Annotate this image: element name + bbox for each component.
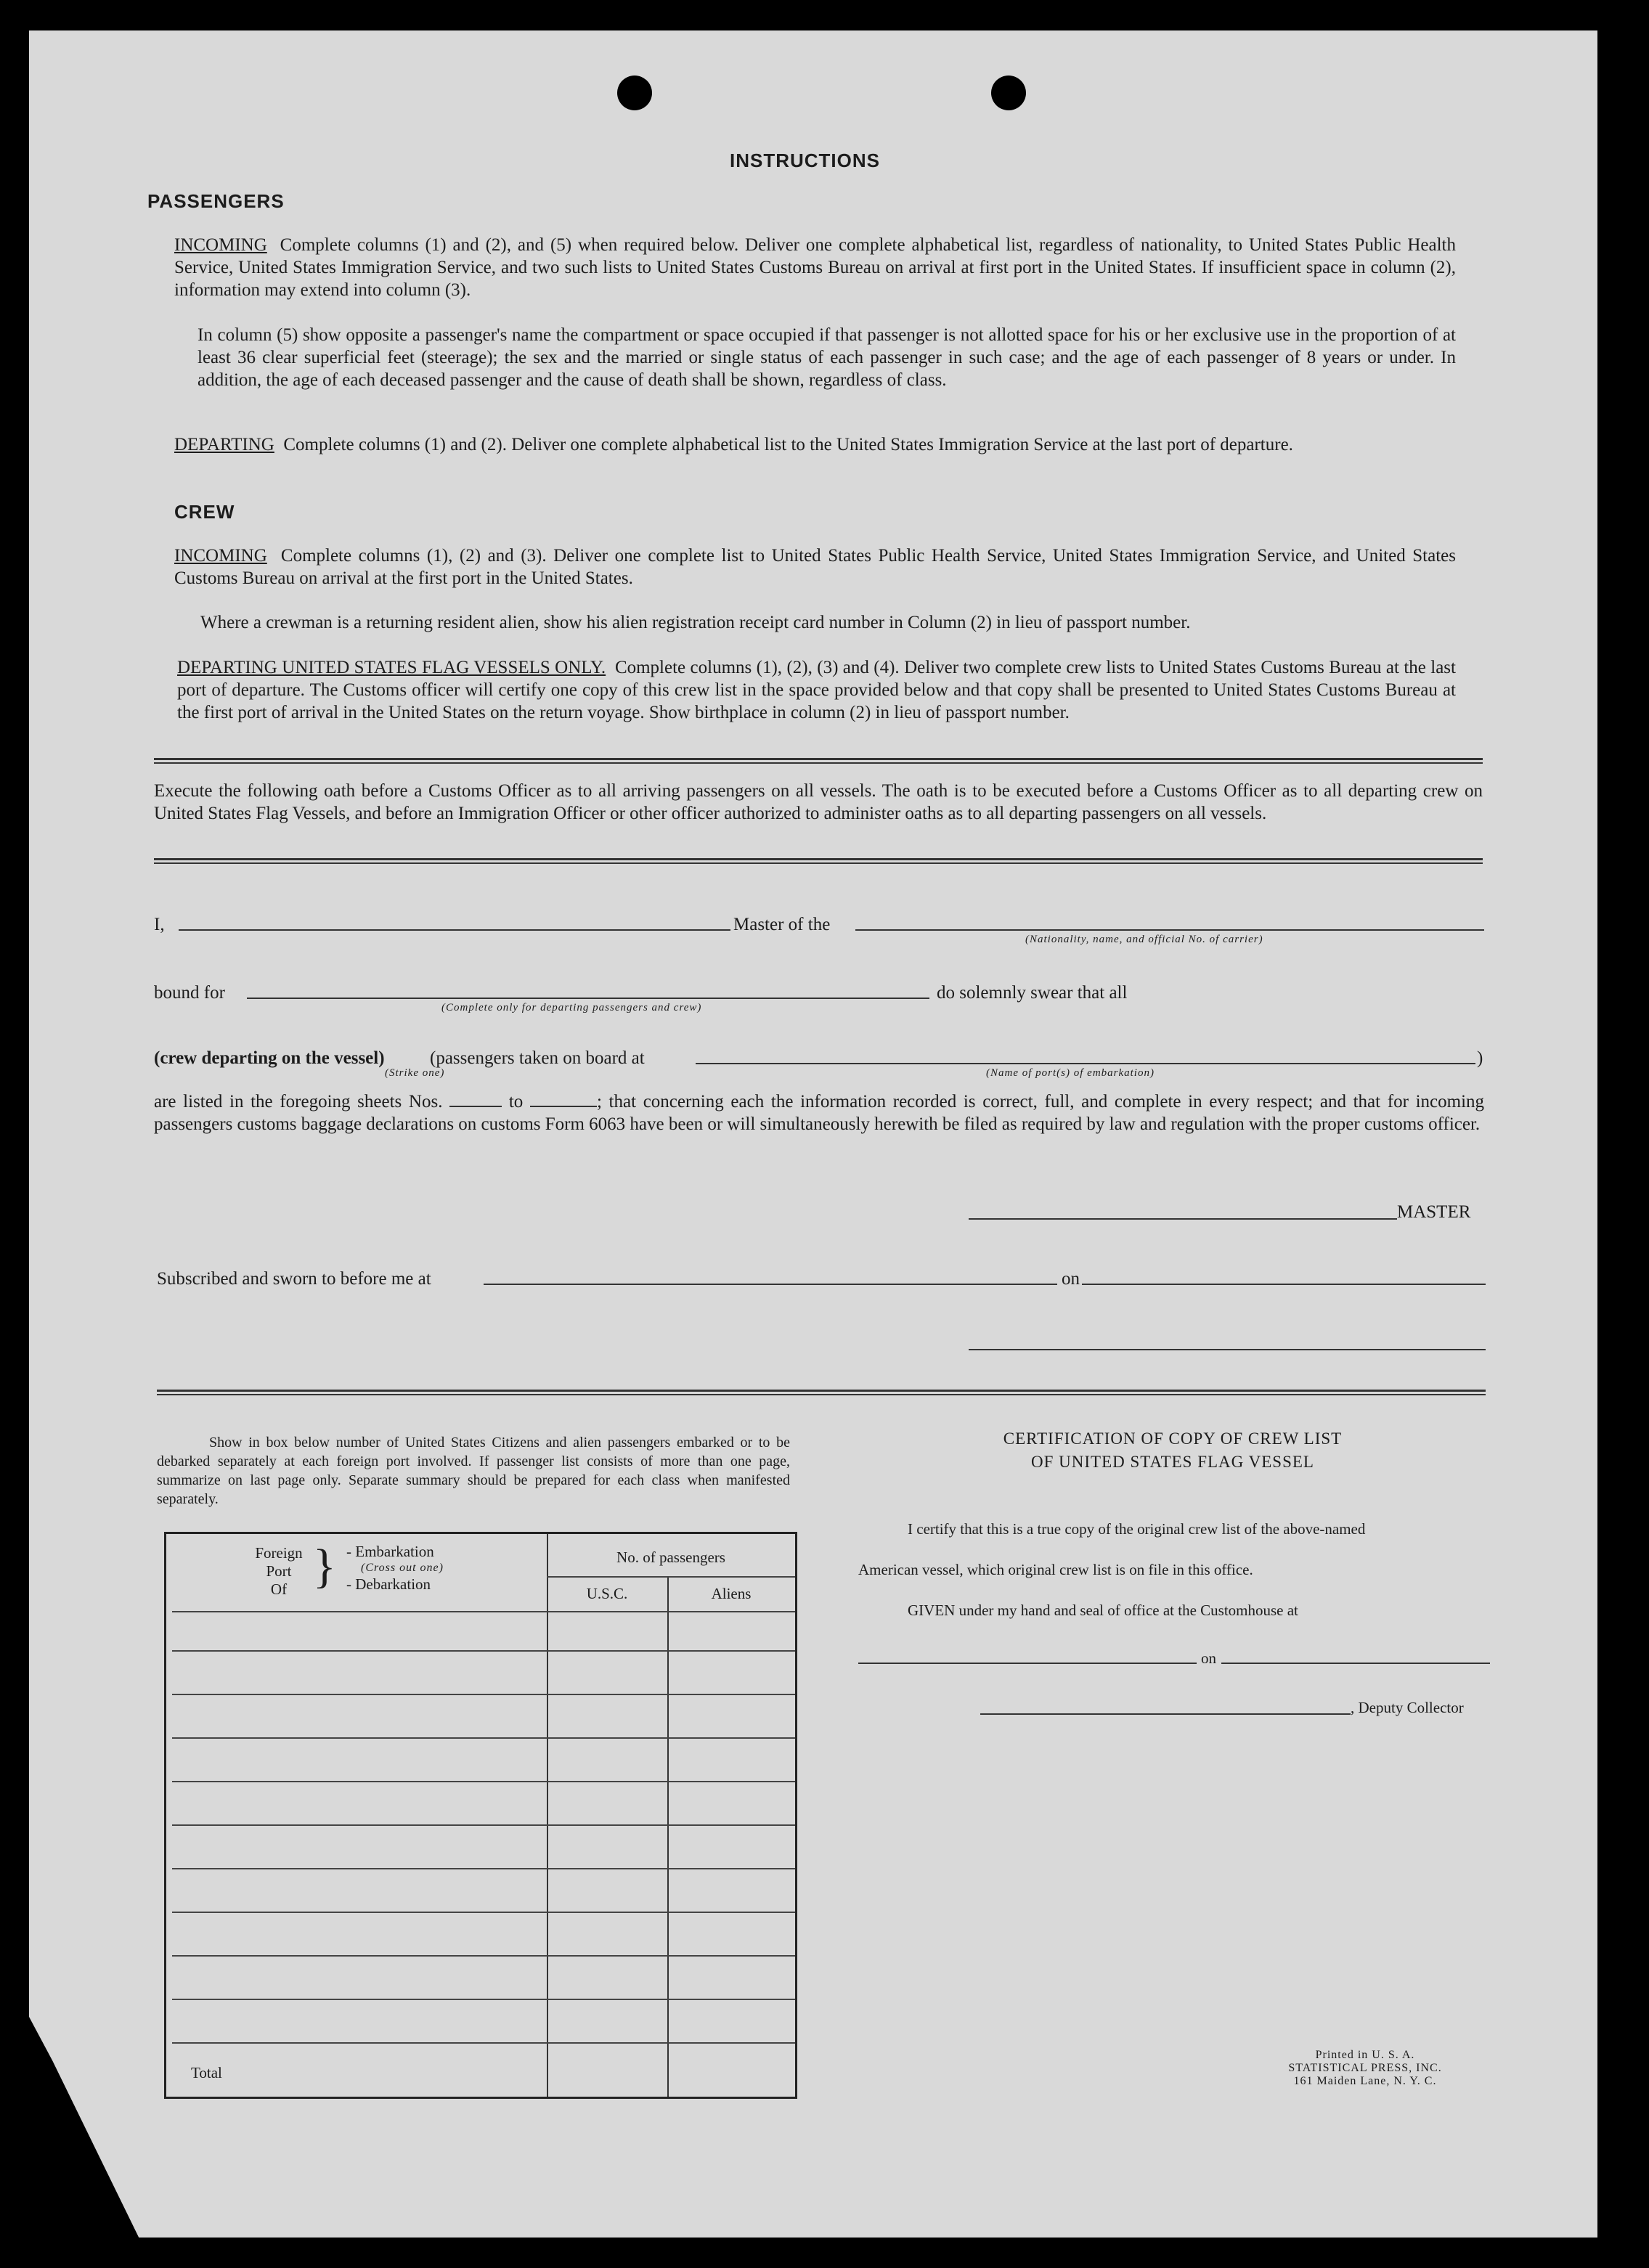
passengers-departing-text: Complete columns (1) and (2). Deliver one complete alphabetical list to the United States Immigration Service at the last port of departure.	[283, 435, 1293, 454]
given-line: GIVEN under my hand and seal of office at the Customhouse at	[908, 1602, 1298, 1619]
cross-out-caption: (Cross out one)	[361, 1562, 444, 1574]
column5-paragraph: In column (5) show opposite a passenger's name the compartment or space occupied if that passenger is not allotted space for his or her exclusive use in the proportion of at least 36 clear superficial feet (steerage); the sex and the married or single status of each passenger in such case; and the age of each passenger of 8 years or under. In addition, the age of each deceased passenger and the cause of death shall be shown, regardless of class.	[198, 325, 1456, 390]
punch-hole-right	[991, 76, 1026, 110]
listed-rest: ; that concerning each the information recorded is correct, full, and complete in every respect; and that for incoming passengers customs baggage declarations on customs Form 6063 have been or will simultaneously herewith be filed as required by law and regulation with the proper customs officer.	[154, 1092, 1485, 1134]
table-row-rule	[172, 1824, 795, 1826]
master-name-line[interactable]	[179, 929, 730, 931]
printer-imprint	[1256, 2049, 1474, 2088]
crew-departing-option: (crew departing on the vessel)	[154, 1048, 385, 1068]
crew-departing-text: Complete columns (1), (2), (3) and (4). Deliver two complete crew lists to United States Customs Bureau at the last port of departure. The Customs officer will certify one copy of this crew list in the space provided below and that copy shall be presented to United States Customs Bureau at the first port of arrival in the United States on the return voyage. Show birthplace in column (2) in lieu of passport number.	[177, 658, 1456, 722]
table-row-rule	[172, 1781, 795, 1782]
port-label: Port	[266, 1562, 292, 1580]
crew-departing-label: DEPARTING UNITED STATES FLAG VESSELS ONLY.	[177, 658, 606, 677]
brace: }	[313, 1540, 336, 1593]
table-subheader-rule	[547, 1576, 795, 1578]
crew-incoming-paragraph	[174, 544, 1456, 590]
cert-on-label: on	[1201, 1649, 1216, 1667]
foreign-port-of-label	[246, 1544, 312, 1599]
certification-title	[857, 1427, 1489, 1474]
double-rule-top	[154, 758, 1483, 764]
master-signature-line[interactable]	[969, 1218, 1397, 1220]
table-divider-1	[547, 1534, 548, 2097]
printer-line3: 161 Maiden Lane, N. Y. C.	[1293, 2075, 1437, 2087]
oath-i-label: I,	[154, 915, 165, 934]
passenger-summary-table	[164, 1532, 797, 2099]
table-row-rule	[172, 1955, 795, 1957]
to-label: to	[508, 1092, 524, 1111]
instructions-title: INSTRUCTIONS	[730, 150, 880, 171]
crew-departing-paragraph	[177, 656, 1456, 724]
master-label: MASTER	[1397, 1202, 1471, 1222]
foreign-label: Foreign	[255, 1544, 303, 1562]
bound-for-line[interactable]	[247, 998, 929, 999]
of-label: Of	[270, 1580, 288, 1598]
passengers-departing-paragraph	[174, 433, 1456, 456]
printer-line2: STATISTICAL PRESS, INC.	[1288, 2062, 1442, 2074]
double-rule-oath	[154, 858, 1483, 864]
passengers-incoming-paragraph	[174, 234, 1456, 301]
summary-instruction: Show in box below number of United States Citizens and alien passengers embarked or to be debarked separately at each foreign port involved. If passenger list consists of more than one page, summarize on last page only. Separate summary should be prepared for each class when manifested separately.	[157, 1435, 790, 1507]
crew-incoming-text: Complete columns (1), (2) and (3). Deliver one complete list to United States Public Health Service, United States Immigration Service, and United States Customs Bureau on arrival at the first port in the United States.	[174, 546, 1456, 588]
cert-date-line[interactable]	[1221, 1663, 1490, 1664]
embarkation-label: - Embarkation	[346, 1543, 434, 1560]
passengers-departing-label: DEPARTING	[174, 435, 274, 454]
deputy-collector-label: , Deputy Collector	[1351, 1699, 1464, 1716]
sworn-on-label: on	[1062, 1269, 1080, 1289]
sheet-to-blank[interactable]	[530, 1106, 597, 1107]
passengers-taken-option: (passengers taken on board at	[430, 1048, 645, 1068]
officer-signature-line[interactable]	[969, 1349, 1486, 1350]
double-rule-bottom	[157, 1390, 1486, 1395]
debarkation-label: - Debarkation	[346, 1575, 431, 1593]
port-caption: (Name of port(s) of embarkation)	[986, 1067, 1155, 1079]
aliens-header: Aliens	[711, 1585, 752, 1602]
crew-incoming-label: INCOMING	[174, 546, 267, 566]
table-row-rule	[172, 1912, 795, 1913]
swear-text: do solemnly swear that all	[937, 983, 1128, 1003]
crew-resident-paragraph: Where a crewman is a returning resident alien, show his alien registration receipt card number in Column (2) in lieu of passport number.	[200, 613, 1191, 632]
passengers-heading: PASSENGERS	[147, 190, 285, 212]
bound-for-label: bound for	[154, 983, 225, 1003]
passengers-incoming-text: Complete columns (1) and (2), and (5) when required below. Deliver one complete alphabetical list, regardless of nationality, to United States Public Health Service, United States Immigration Service, and two such lists to United States Customs Bureau on arrival at first port in the United States. If insufficient space in column (2), information may extend into column (3).	[174, 235, 1457, 300]
embarkation-port-line[interactable]	[696, 1063, 1475, 1064]
sworn-date-line[interactable]	[1082, 1284, 1486, 1285]
sheet-from-blank[interactable]	[449, 1106, 502, 1107]
crew-heading: CREW	[174, 501, 235, 523]
certify-line2: American vessel, which original crew list is on file in this office.	[858, 1561, 1253, 1578]
punch-hole-left	[617, 76, 652, 110]
oath-instruction: Execute the following oath before a Customs Officer as to all arriving passengers on all vessels. The oath is to be executed before a Customs Officer as to all departing crew on United States Flag Vessels, and before an Immigration Officer or other officer authorized to administer oaths as to all departing passengers on all vessels.	[154, 781, 1483, 823]
table-row-rule	[172, 1694, 795, 1695]
table-row-rule	[172, 1650, 795, 1652]
no-of-passengers-header: No. of passengers	[616, 1549, 725, 1566]
master-of-label: Master of the	[733, 915, 831, 934]
sworn-place-line[interactable]	[484, 1284, 1057, 1285]
certification-title-line2: OF UNITED STATES FLAG VESSEL	[1031, 1453, 1314, 1471]
subscribed-label: Subscribed and sworn to before me at	[157, 1269, 431, 1289]
table-row-rule	[172, 2042, 795, 2044]
certification-title-line1: CERTIFICATION OF COPY OF CREW LIST	[1003, 1429, 1343, 1448]
total-label: Total	[191, 2064, 222, 2081]
printer-line1: Printed in U. S. A.	[1315, 2049, 1415, 2061]
customhouse-line[interactable]	[858, 1663, 1197, 1664]
table-row-rule	[172, 1999, 795, 2000]
usc-header: U.S.C.	[586, 1585, 628, 1602]
table-row-rule	[172, 1868, 795, 1869]
listed-start: are listed in the foregoing sheets Nos.	[154, 1092, 443, 1111]
table-row-rule	[172, 1737, 795, 1739]
nationality-caption: (Nationality, name, and official No. of carrier)	[1025, 934, 1263, 945]
bound-caption: (Complete only for departing passengers and crew)	[441, 1002, 702, 1013]
table-divider-2	[667, 1576, 669, 2097]
strike-caption: (Strike one)	[385, 1067, 445, 1079]
deputy-signature-line[interactable]	[980, 1713, 1351, 1715]
carrier-line[interactable]	[855, 929, 1484, 931]
passengers-incoming-label: INCOMING	[174, 235, 267, 255]
embark-debark-options	[346, 1543, 444, 1594]
close-paren: )	[1477, 1048, 1483, 1068]
listed-paragraph	[154, 1090, 1484, 1135]
table-header-rule	[172, 1611, 795, 1612]
certify-line1: I certify that this is a true copy of the original crew list of the above-named	[908, 1520, 1366, 1538]
